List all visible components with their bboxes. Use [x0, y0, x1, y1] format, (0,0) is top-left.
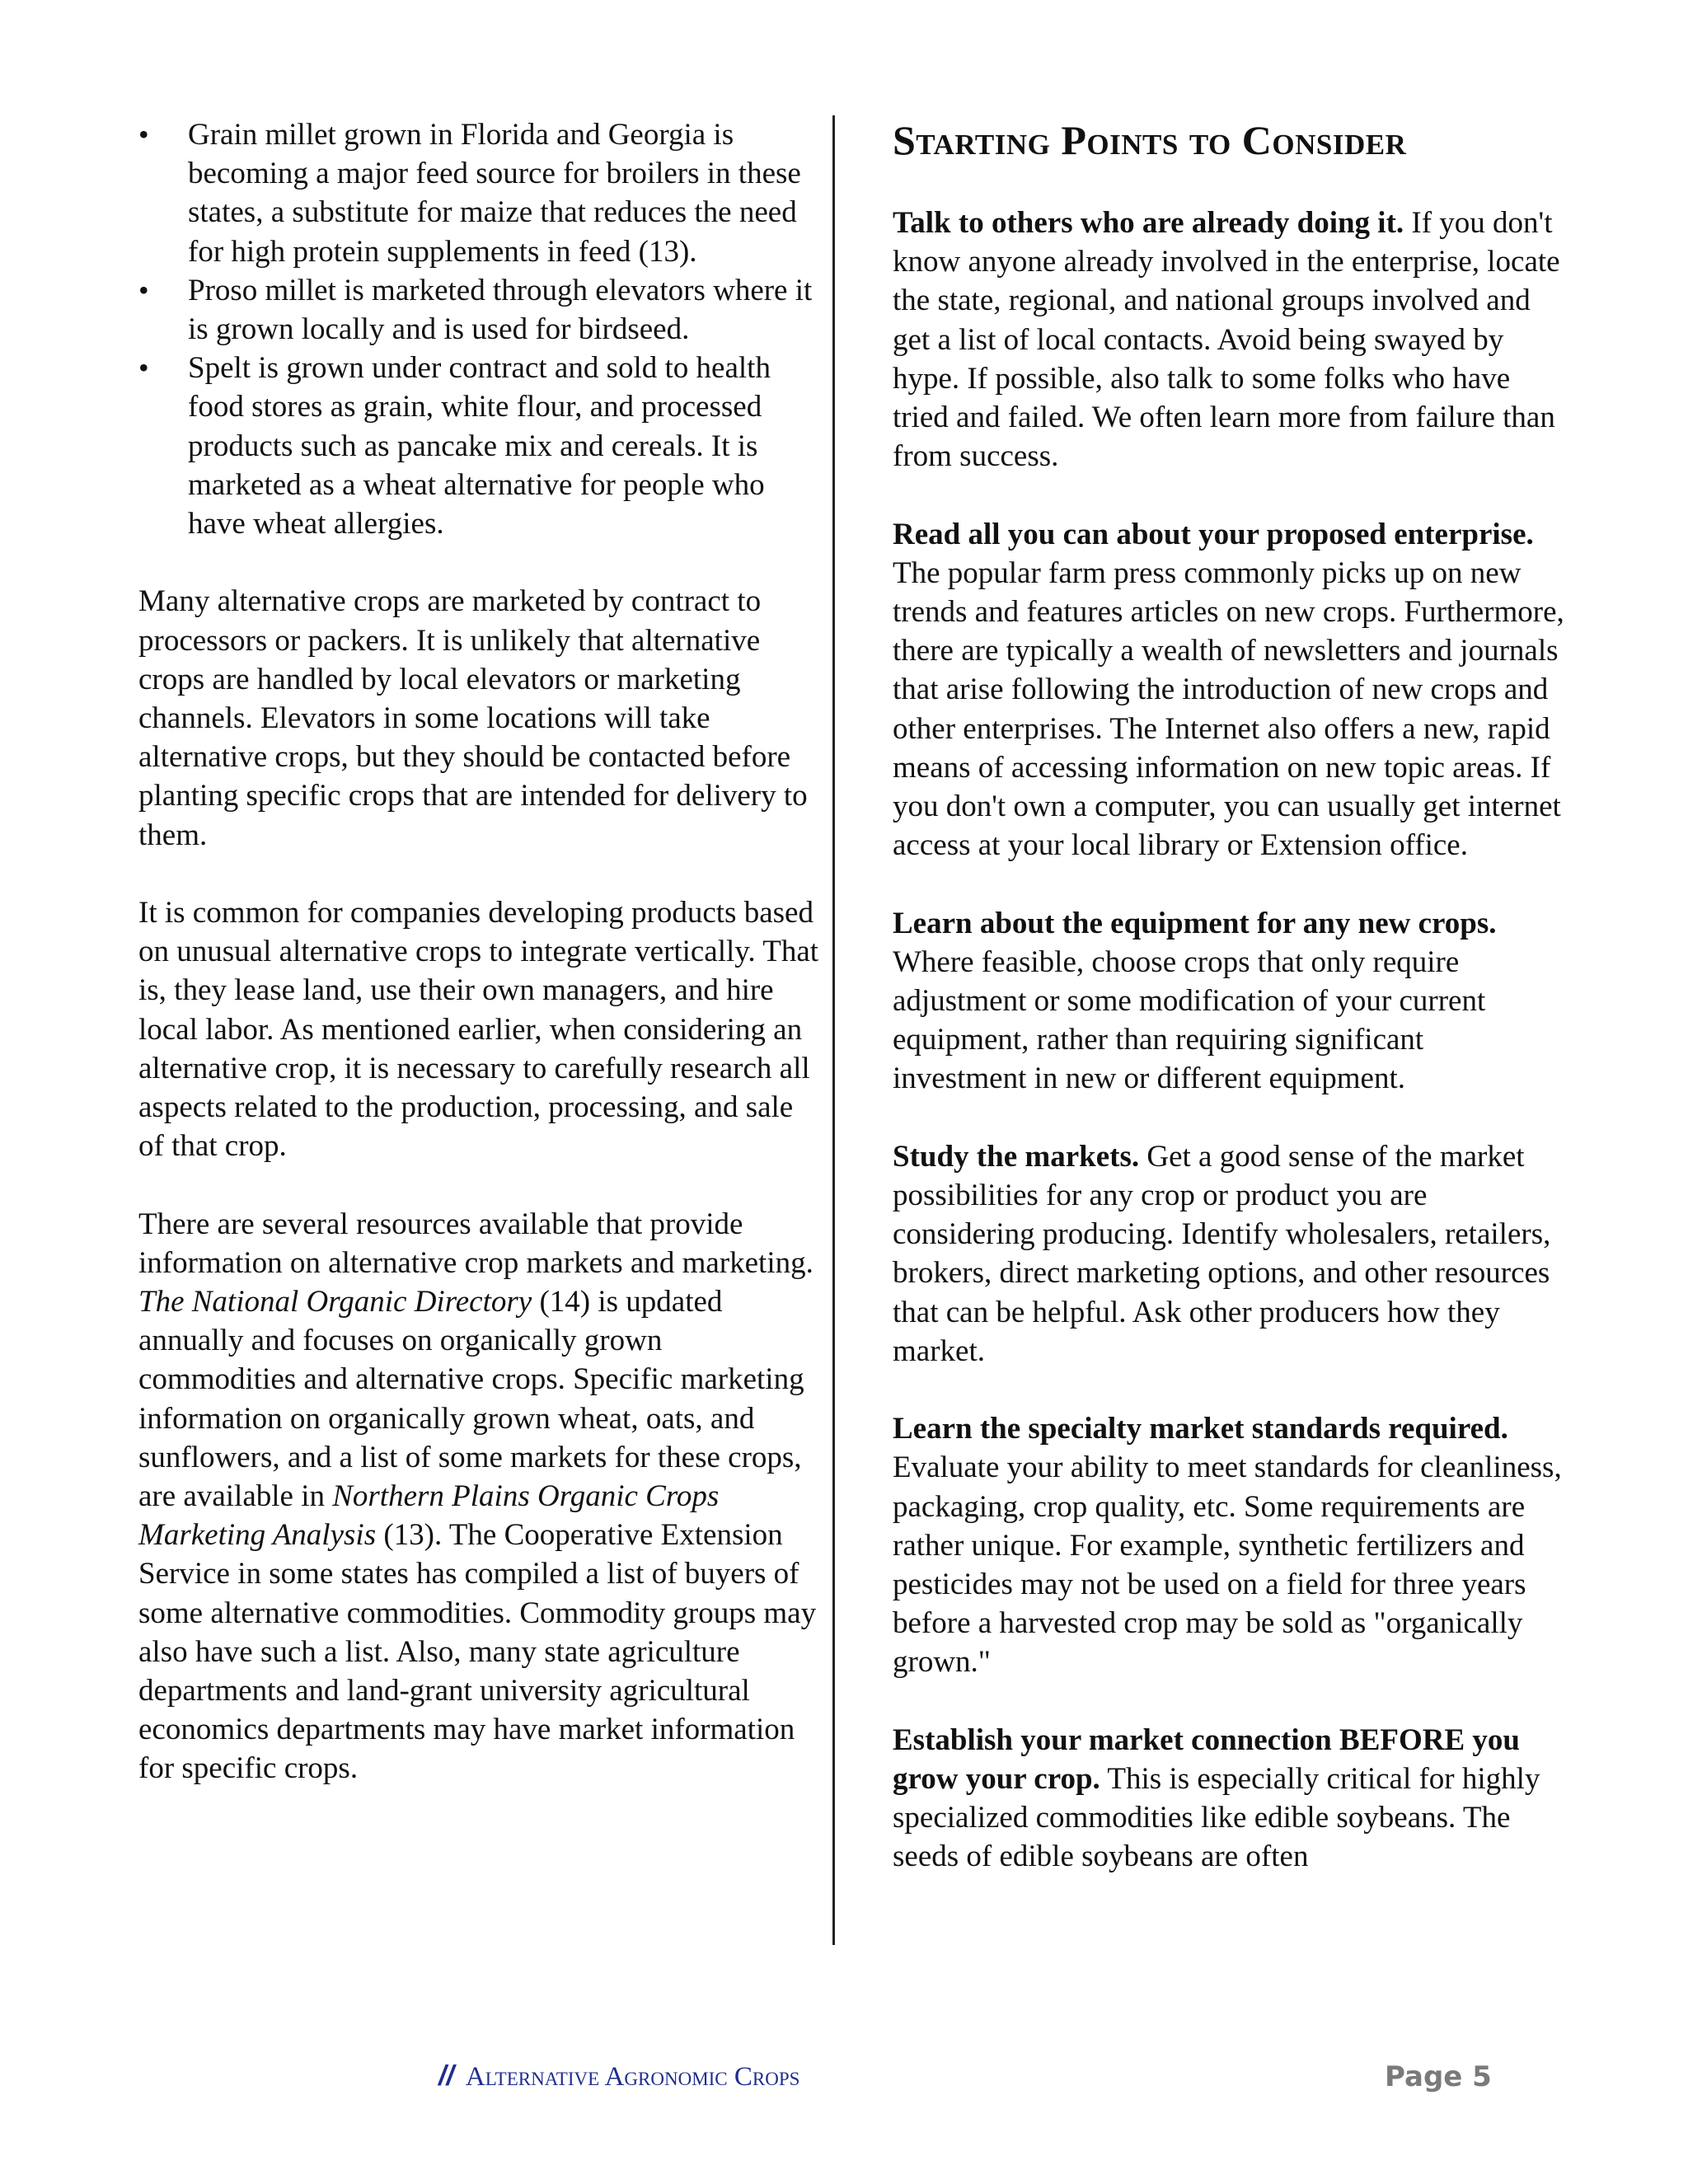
page-footer: [0, 2060, 1688, 2102]
column-divider: [832, 115, 835, 1945]
right-column: [893, 115, 1564, 1877]
paragraph-resources: There are several resources available that provide information on alternative crop markets and marketing. The National Organic Directory (14) is updated annually and focuses on organically grown commodities and alternative crops. Specific marketing information on organically grown wheat, oats, and sunflowers, and a list of some markets for these crops, are available in Northern Plains Organic Crops Marketing Analysis (13). The Cooperative Extension Service in some states has compiled a list of buyers of some alternative commodities. Commodity groups may also have such a list. Also, many state agriculture departments and land-grant university agricultural economics departments may have market information for specific crops.: [138, 1207, 817, 1786]
bullet-item: • Proso millet is marketed through elevators where it is grown locally and is used for birdseed.: [138, 271, 823, 349]
tip-read-all: Read all you can about your proposed enterprise. The popular farm press commonly picks up on new trends and features articles on new crops. Furthermore, there are typically a wealth of newsletters and journals that arise following the introduction of new crops and other enterprises. The Internet also offers a new, rapid means of accessing information on new topic areas. If you don't own a computer, you can usually get internet access at your local library or Extension office.: [893, 517, 1564, 863]
section-heading: Starting Points to Consider: [893, 117, 1407, 163]
bullet-item: • Grain millet grown in Florida and Georgia is becoming a major feed source for broilers in these states, a substitute for maize that reduces the need for high protein supplements in feed (13).: [138, 115, 823, 271]
paragraph-vertical-integration: It is common for companies developing products based on unusual alternative crops to integrate vertically. That is, they lease land, use their own managers, and hire local labor. As mentioned earlier, when considering an alternative crop, it is necessary to carefully research all aspects related to the production, processing, and sale of that crop.: [138, 896, 819, 1164]
tip-equipment: Learn about the equipment for any new crops. Where feasible, choose crops that only require adjustment or some modification of your current equipment, rather than requiring significant investment in new or different equipment.: [893, 906, 1497, 1096]
citation-national-organic-directory: The National Organic Directory: [138, 1285, 532, 1319]
left-column: [138, 115, 823, 1788]
footer-slashes: //: [438, 2060, 454, 2092]
page-number: Page 5: [1385, 2060, 1492, 2093]
footer-title: [438, 2060, 799, 2093]
crop-bullet-list: [138, 115, 823, 543]
tip-study-markets: Study the markets. Get a good sense of the market possibilities for any crop or product you are considering producing. Identify wholesalers, retailers, brokers, direct marketing options, and other resources that can be helpful. Ask other producers how they market.: [893, 1139, 1551, 1368]
tip-market-standards: Learn the specialty market standards required. Evaluate your ability to meet standards for cleanliness, packaging, crop quality, etc. Some requirements are rather unique. For example, synthetic fertilizers and pesticides may not be used on a field for three years before a harvested crop may be sold as "organically grown.": [893, 1412, 1562, 1680]
tip-talk-to-others: Talk to others who are already doing it. If you don't know anyone already involved in the enterprise, locate the state, regional, and national groups involved and get a list of local contacts. Avoid being swayed by hype. If possible, also talk to some folks who have tried and failed. We often learn more from failure than from success.: [893, 206, 1560, 474]
citation-northern-plains-analysis: Northern Plains Organic Crops Marketing Analysis: [138, 1479, 720, 1553]
paragraph-contract-marketing: Many alternative crops are marketed by contract to processors or packers. It is unlikely that alternative crops are handled by local elevators or marketing channels. Elevators in some locations will take alternative crops, but they should be contacted before planting specific crops that are intended for delivery to them.: [138, 584, 808, 852]
footer-title-text: Alternative Agronomic Crops: [465, 2062, 800, 2092]
bullet-item: • Spelt is grown under contract and sold to health food stores as grain, white flour, and processed products such as pancake mix and cereals. It is marketed as a wheat alternative for people who have wheat allergies.: [138, 349, 823, 543]
tip-market-connection: Establish your market connection BEFORE you grow your crop. This is especially critical for highly specialized commodities like edible soybeans. The seeds of edible soybeans are often: [893, 1722, 1540, 1874]
